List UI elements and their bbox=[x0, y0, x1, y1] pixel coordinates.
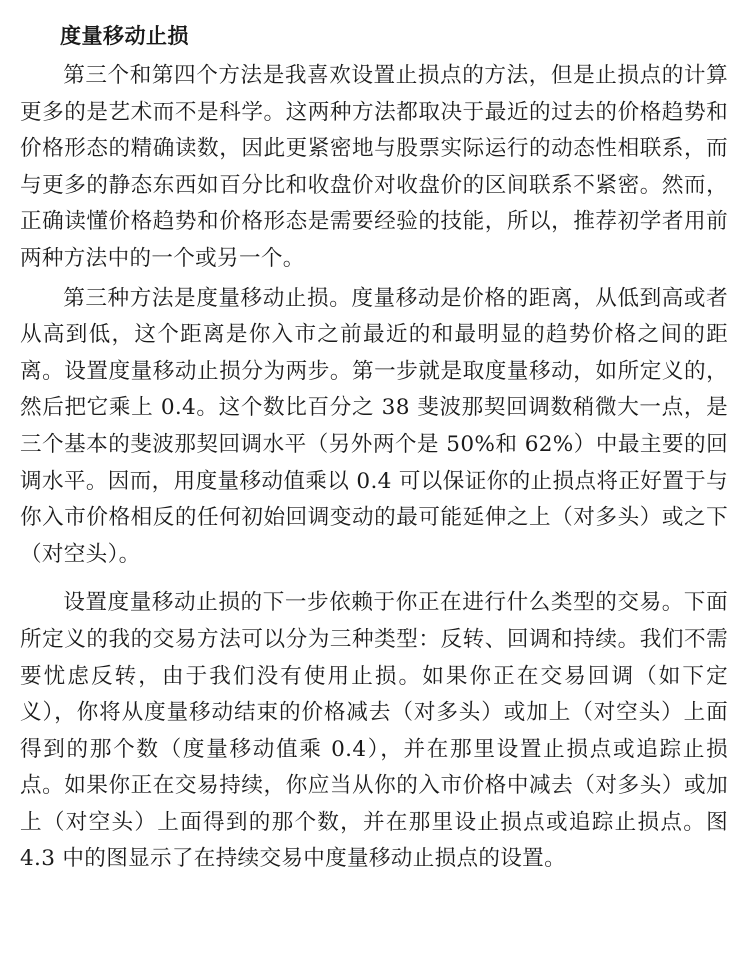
paragraph-2: 第三种方法是度量移动止损。度量移动是价格的距离，从低到高或者从高到低，这个距离是你入市之前最近的和最明显的趋势价格之间的距离。设置度量移动止损分为两步。第一步就是取度量移动，如所定义的，然后把它乘上 0.4。这个数比百分之 38 斐波那契回调数稍微大一点，是三个基本的斐波那契回调水平（另外两个是 50%和 62%）中最主要的回调水平。因而，用度量移动值乘以 0.4 可以保证你的止损点将正好置于与你入市价格相反的任何初始回调变动的最可能延伸之上（对多头）或之下（对空头）。 bbox=[20, 285, 728, 567]
paragraph-3: 设置度量移动止损的下一步依赖于你正在进行什么类型的交易。下面所定义的我的交易方法可以分为三种类型：反转、回调和持续。我们不需要忧虑反转，由于我们没有使用止损。如果你正在交易回调（如下定义），你将从度量移动结束的价格减去（对多头）或加上（对空头）上面得到的那个数（度量移动值乘 0.4），并在那里设置止损点或追踪止损点。如果你正在交易持续，你应当从你的入市价格中减去（对多头）或加上（对空头）上面得到的那个数，并在那里设止损点或追踪止损点。图 4.3 中的图显示了在持续交易中度量移动止损点的设置。 bbox=[20, 590, 728, 872]
section-title: 度量移动止损 bbox=[60, 24, 189, 48]
paragraph-1: 第三个和第四个方法是我喜欢设置止损点的方法，但是止损点的计算更多的是艺术而不是科学。这两种方法都取决于最近的过去的价格趋势和价格形态的精确读数，因此更紧密地与股票实际运行的动态性相联系，而与更多的静态东西如百分比和收盘价对收盘价的区间联系不紧密。然而，正确读懂价格趋势和价格形态是需要经验的技能，所以，推荐初学者用前两种方法中的一个或另一个。 bbox=[20, 63, 728, 271]
